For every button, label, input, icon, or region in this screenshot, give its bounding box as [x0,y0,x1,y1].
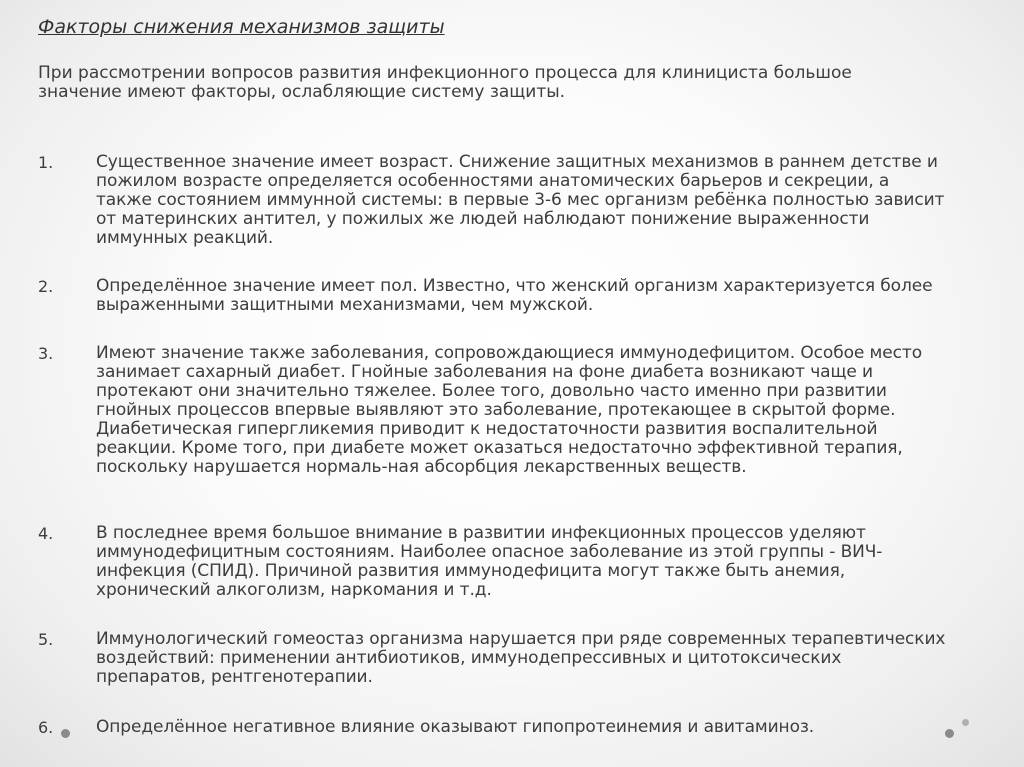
list-item-number: 2. [38,277,54,296]
decorative-dot [962,719,969,726]
list-item-text: Имеют значение также заболевания, сопровождающиеся иммунодефицитом. Особое место занимает сахарный диабет. Гнойные заболевания на фоне диабета возникают чаще и протекают они значительно тяжелее. Более того, довольно часто именно при развитии гнойных процессов впервые выявляют это заболевание, протекающее в скрытой форме. Диабетическая гипергликемия приводит к недостаточности развития воспалительной реакции. Кроме того, при диабете может оказаться недостаточно эффективной терапия, поскольку нарушается нормаль-ная абсорбция лекарственных веществ. [96,343,922,477]
list-item-number: 1. [38,153,54,172]
decorative-dot [945,729,954,738]
list-item-text: Существенное значение имеет возраст. Снижение защитных механизмов в раннем детстве и пожилом возрасте определяется особенностями анатомических барьеров и секреции, а также состоянием иммунной системы: в первые 3-6 мес организм ребёнка полностью зависит от материнских антител, у пожилых же людей наблюдают понижение выраженности иммунных реакций. [96,152,945,248]
slide-title: Факторы снижения механизмов защиты [38,16,445,38]
list-item-text: Иммунологический гомеостаз организма нарушается при ряде современных терапевтических воздействий: применении антибиотиков, иммунодепрессивных и цитотоксических препаратов, рентгенотерапии. [96,629,946,687]
list-item-number: 5. [38,630,54,649]
intro-paragraph: При рассмотрении вопросов развития инфекционного процесса для клинициста большое значение имеют факторы, ослабляющие систему защиты. [38,63,852,102]
list-item-text: В последнее время большое внимание в развитии инфекционных процессов уделяют иммунодефицитным состояниям. Наиболее опасное заболевание из этой группы - ВИЧ-инфекция (СПИД). Причиной развития иммунодефицита могут также быть анемия, хронический алкоголизм, наркомания и т.д. [96,523,883,600]
list-item-number: 6. [38,718,54,737]
list-item-text: Определённое значение имеет пол. Известно, что женский организм характеризуется более выраженными защитными механизмами, чем мужской. [96,276,933,315]
list-item-number: 4. [38,524,54,543]
decorative-dot [61,729,70,738]
list-item-text: Определённое негативное влияние оказывают гипопротеинемия и авитаминоз. [96,717,815,737]
list-item-number: 3. [38,344,54,363]
